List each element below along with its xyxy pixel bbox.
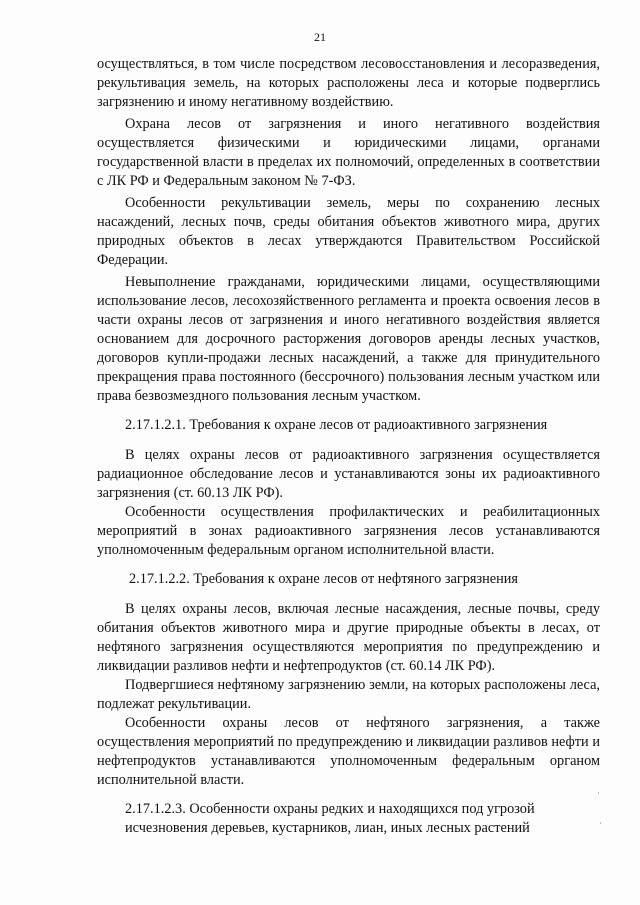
- paragraph: Особенности охраны лесов от нефтяного загрязнения, а также осуществления мероприятий по предупреждению и ликвидации разливов нефти и нефтепродуктов устанавливаются уполномоченным федеральным органом исполнительной власти.: [97, 715, 600, 788]
- paragraph: Особенности осуществления профилактических и реабилитационных мероприятий в зонах радиоактивного загрязнения лесов устанавливаются уполномоченным федеральным органом исполнительной власти.: [97, 504, 600, 558]
- section-heading: 2.17.1.2.2. Требования к охране лесов от нефтяного загрязнения: [129, 571, 518, 587]
- section-heading: 2.17.1.2.1. Требования к охране лесов от радиоактивного загрязнения: [125, 417, 548, 433]
- paragraph: Подвергшиеся нефтяному загрязнению земли, на которых расположены леса, подлежат рекультивации.: [97, 677, 600, 712]
- paragraph: Охрана лесов от загрязнения и иного негативного воздействия осуществляется физическими и юридическими лицами, органами государственной власти в пределах их полномочий, определенных в соответствии с ЛК РФ и Федеральным законом № 7-ФЗ.: [97, 116, 600, 189]
- body-text: [97, 55, 600, 849]
- section-heading-line: 2.17.1.2.3. Особенности охраны редких и находящихся под угрозой: [125, 801, 535, 817]
- section-heading: [97, 800, 600, 838]
- scan-speck: [598, 792, 599, 794]
- section-heading-line: исчезновения деревьев, кустарников, лиан, иных лесных растений: [125, 820, 530, 836]
- page-number: 21: [314, 30, 326, 44]
- paragraph: Невыполнение гражданами, юридическими лицами, осуществляющими использование лесов, лесохозяйственного регламента и проекта освоения лесов в части охраны лесов от загрязнения и иного негативного воздействия является основанием для досрочного расторжения договоров аренды лесных участков, договоров купли-продажи лесных насаждений, а также для принудительного прекращения права постоянного (бессрочного) пользования лесным участком или права безвозмездного пользования лесным участком.: [97, 274, 600, 404]
- paragraph: В целях охраны лесов от радиоактивного загрязнения осуществляется радиационное обследование лесов и устанавливаются зоны их радиоактивного загрязнения (ст. 60.13 ЛК РФ).: [97, 447, 600, 501]
- paragraph: Особенности рекультивации земель, меры по сохранению лесных насаждений, лесных почв, среды обитания объектов животного мира, других природных объектов в лесах утверждаются Правительством Российской Федерации.: [97, 195, 600, 268]
- paragraph: осуществляться, в том числе посредством лесовосстановления и лесоразведения, рекультивация земель, на которых расположены леса и которые подверглись загрязнению и иному негативному воздействию.: [97, 56, 600, 110]
- scan-speck: [600, 822, 601, 824]
- paragraph: В целях охраны лесов, включая лесные насаждения, лесные почвы, среду обитания объектов животного мира и другие природные объекты в лесах, от нефтяного загрязнения осуществляются мероприятия по предупреждению и ликвидации разливов нефти и нефтепродуктов (ст. 60.14 ЛК РФ).: [97, 601, 600, 674]
